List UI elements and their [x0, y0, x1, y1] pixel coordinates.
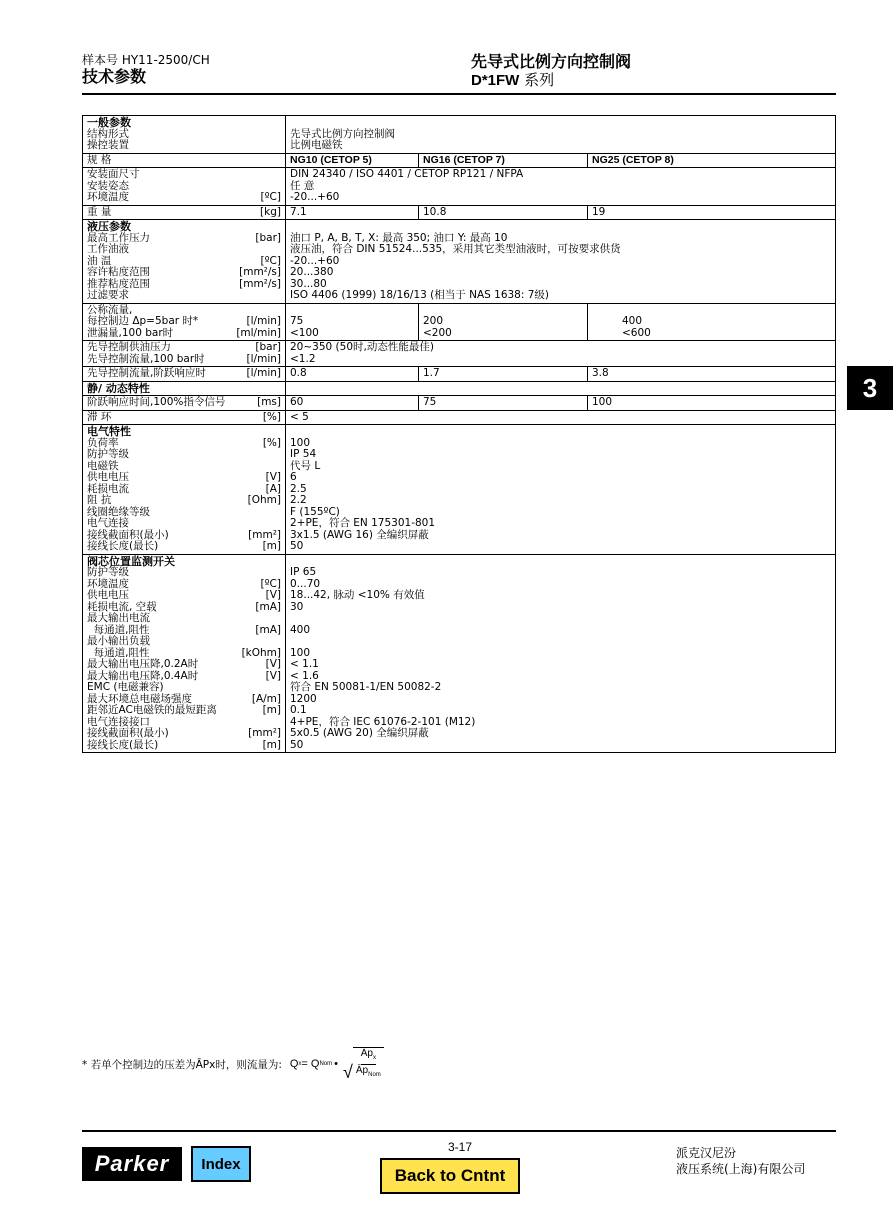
leakage-unit: [ml/min]: [236, 326, 281, 339]
leakage-label: 泄漏量,100 bar时: [87, 326, 174, 339]
nominal-flow-label-1: 公称流量,: [87, 303, 133, 316]
electrical-row-unit: [V]: [265, 471, 281, 483]
size-ng10: NG10 (CETOP 5): [286, 153, 419, 168]
header-divider: [82, 93, 836, 95]
size-label: 规 格: [83, 153, 286, 168]
general-heading: 一般参数: [87, 116, 131, 129]
ambient-unit: [ºC]: [260, 191, 281, 203]
electrical-row-label: 负荷率: [87, 436, 119, 449]
back-to-contents-button[interactable]: Back to Cntnt: [380, 1158, 520, 1194]
pressure-label: 最高工作压力: [87, 231, 150, 244]
actuation-value: 比例电磁铁: [290, 139, 343, 151]
monitoring-row-unit: [A/m]: [251, 692, 281, 705]
monitoring-row-value: 18...42, 脉动 <10% 有效值: [290, 589, 425, 601]
rec-visc-label: 推荐粘度范围: [87, 277, 150, 290]
step-ng10: 60: [286, 396, 419, 411]
pilot-pressure-value: 20~350 (50时,动态性能最佳): [290, 341, 434, 353]
monitoring-row-unit: [m]: [262, 704, 281, 716]
footnote-text: * 若单个控制边的压差为ĀPx时，则流量为:: [82, 1058, 282, 1071]
monitoring-heading: 阀芯位置监测开关: [87, 554, 175, 568]
monitoring-row-unit: [m]: [262, 738, 281, 751]
ambient-value: -20...+60: [290, 191, 340, 203]
actuation-label: 操控装置: [87, 139, 129, 151]
monitoring-row-label: 每通道,阻性: [87, 623, 150, 636]
electrical-row-unit: [Ohm]: [247, 494, 281, 506]
monitoring-row-label: 最大输出电压降,0.2A时: [87, 658, 199, 670]
size-row: [83, 153, 836, 168]
monitoring-row-label: 最大环境总电磁场强度: [87, 692, 192, 705]
hysteresis-label: 滞 环: [87, 410, 112, 423]
pilot-step-row: [83, 367, 836, 382]
monitoring-row-unit: [kOhm]: [241, 646, 281, 659]
electrical-row-unit: [277, 449, 281, 461]
weight-unit: [kg]: [260, 205, 281, 218]
monitoring-row-label: 每通道,阻性: [87, 646, 150, 659]
hydraulic-heading: 液压参数: [87, 220, 131, 233]
hysteresis-row: [83, 410, 836, 425]
monitoring-row-value: 30: [290, 600, 304, 613]
rec-visc-value: 30...80: [290, 277, 327, 290]
monitoring-row-value: < 1.1: [290, 658, 319, 670]
mounting-label: 安装面尺寸: [87, 168, 140, 180]
spec-table: [82, 115, 836, 753]
electrical-section: [83, 425, 836, 555]
monitoring-row-unit: [V]: [265, 658, 281, 670]
electrical-row-value: 50: [290, 540, 304, 552]
pilot-row: [83, 341, 836, 367]
monitoring-row-label: 接线长度(最长): [87, 738, 159, 751]
filter-value: ISO 4406 (1999) 18/16/13 (相当于 NAS 1638: 7级): [290, 289, 550, 301]
electrical-row-value: 2+PE，符合 EN 175301-801: [290, 517, 436, 529]
monitoring-row-value: < 1.6: [290, 669, 319, 682]
flow-formula: Q x = Q Nom • √ $Āp_x$ $Āp_{Nom}$: [290, 1047, 384, 1081]
visc-label: 容许粘度范围: [87, 266, 150, 278]
fluid-value: 液压油，符合 DIN 51524...535，采用其它类型油液时，可按要求供货: [290, 243, 621, 255]
pilot-pressure-label: 先导控制供油压力: [87, 341, 171, 353]
static-heading: 静/ 动态特性: [83, 381, 286, 396]
electrical-row-value: IP 54: [290, 448, 317, 460]
monitoring-row-unit: [mA]: [255, 600, 281, 613]
monitoring-row-label: 最大输出电压降,0.4A时: [87, 669, 199, 682]
step-ng25: 100: [588, 396, 836, 411]
general-values: [286, 116, 836, 154]
pilot-step-label: 先导控制流量,阶跃响应时: [87, 367, 206, 379]
mounting-row: [83, 168, 836, 206]
pilot-step-unit: [l/min]: [246, 367, 281, 379]
electrical-row-value: 代号 L: [290, 459, 321, 472]
page-number: 3-17: [447, 1140, 473, 1154]
pilot-step-ng10: 0.8: [286, 367, 419, 382]
visc-value: 20...380: [290, 266, 334, 278]
pilot-step-ng25: 3.8: [588, 367, 836, 382]
electrical-row-label: 线圈绝缘等级: [87, 505, 150, 518]
monitoring-row-value: 50: [290, 738, 304, 751]
static-heading-row: [83, 381, 836, 396]
monitoring-row-value: 4+PE，符合 IEC 61076-2-101 (M12): [290, 715, 476, 728]
electrical-row-value: F (155ºC): [290, 505, 340, 518]
nominal-flow-ng25: 400: [622, 315, 643, 327]
fluid-label: 工作油液: [87, 243, 129, 255]
monitoring-row-value: 1200: [290, 692, 317, 705]
weight-row: [83, 205, 836, 220]
electrical-row-label: 电气连接: [87, 517, 129, 529]
rec-visc-unit: [mm²/s]: [239, 277, 281, 290]
step-unit: [ms]: [257, 396, 281, 408]
section-title: 技术参数: [82, 67, 147, 86]
weight-ng16: 10.8: [419, 205, 588, 220]
monitoring-row-label: 耗损电流, 空载: [87, 600, 157, 613]
position-label: 安装姿态: [87, 179, 129, 192]
pilot-flow-unit: [l/min]: [246, 352, 281, 365]
size-ng16: NG16 (CETOP 7): [419, 153, 588, 168]
monitoring-row-value: 符合 EN 50081-1/EN 50082-2: [290, 681, 442, 693]
general-labels: [83, 116, 286, 154]
monitoring-row-label: 接线截面积(最小): [87, 727, 169, 739]
monitoring-row-label: 防护等级: [87, 566, 129, 578]
design-label: 结构形式: [87, 127, 129, 140]
leakage-ng25: <600: [622, 326, 651, 339]
monitoring-row-value: 0...70: [290, 577, 321, 590]
mounting-value: DIN 24340 / ISO 4401 / CETOP RP121 / NFPA: [290, 168, 524, 180]
monitoring-row-label: 供电电压: [87, 589, 129, 601]
monitoring-row-value: 400: [290, 623, 311, 636]
electrical-row-unit: [m]: [262, 540, 281, 552]
monitoring-row-unit: [ºC]: [260, 577, 281, 590]
filter-label: 过滤要求: [87, 289, 129, 301]
visc-unit: [mm²/s]: [239, 266, 281, 278]
electrical-row-label: 接线截面积(最小): [87, 528, 169, 541]
monitoring-row-value: 5x0.5 (AWG 20) 全编织屏蔽: [290, 727, 429, 739]
monitoring-row-label: 电气连接接口: [87, 715, 150, 728]
step-ng16: 75: [419, 396, 588, 411]
nominal-flow-ng16: 200: [423, 315, 444, 327]
leakage-ng16: <200: [423, 326, 452, 339]
monitoring-row-label: 最小输出负载: [87, 635, 150, 647]
monitoring-row-unit: [mm²]: [248, 727, 281, 739]
monitoring-row-unit: [277, 567, 281, 579]
monitoring-row-label: 环境温度: [87, 577, 129, 590]
pressure-unit: [bar]: [255, 231, 281, 244]
header-right: [471, 53, 631, 90]
nominal-flow-ng10: 75: [290, 315, 304, 327]
electrical-row-unit: [A]: [265, 482, 281, 495]
weight-ng10: 7.1: [286, 205, 419, 220]
header-left: [82, 53, 210, 86]
sqrt-symbol: √ $Āp_x$ $Āp_{Nom}$: [343, 1047, 384, 1081]
footer-divider: [82, 1130, 836, 1132]
monitoring-row-label: EMC (电磁兼容): [87, 681, 164, 693]
electrical-row-value: 2.5: [290, 482, 307, 495]
pilot-pressure-unit: [bar]: [255, 341, 281, 353]
monitoring-row-unit: [V]: [265, 669, 281, 682]
electrical-row-value: 100: [290, 436, 311, 449]
step-label: 阶跃响应时间,100%指令信号: [87, 396, 226, 408]
temp-unit: [ºC]: [260, 254, 281, 267]
temp-value: -20...+60: [290, 254, 340, 267]
design-value: 先导式比例方向控制阀: [290, 127, 395, 140]
catalog-number: 样本号 HY11-2500/CH: [82, 53, 210, 67]
electrical-row-value: 2.2: [290, 494, 307, 506]
series-bold: D*1FW: [471, 72, 520, 89]
step-row: [83, 396, 836, 411]
series-title: [471, 71, 631, 90]
parker-logo: Parker: [82, 1147, 182, 1181]
pilot-flow-label: 先导控制流量,100 bar时: [87, 352, 205, 365]
electrical-row-unit: [%]: [262, 436, 281, 449]
monitoring-section: [83, 554, 836, 753]
weight-ng25: 19: [588, 205, 836, 220]
footnote: [82, 1047, 384, 1081]
electrical-row-label: 耗损电流: [87, 482, 129, 495]
hysteresis-value: < 5: [286, 410, 836, 425]
series-suffix: 系列: [519, 71, 555, 89]
pilot-flow-value: <1.2: [290, 352, 316, 365]
nominal-flow-row: [83, 303, 836, 341]
pilot-step-ng16: 1.7: [419, 367, 588, 382]
electrical-heading: 电气特性: [87, 425, 131, 438]
electrical-row-label: 阻 抗: [87, 494, 112, 506]
temp-label: 油 温: [87, 254, 112, 267]
ambient-label: 环境温度: [87, 191, 129, 203]
monitoring-row-unit: [mA]: [255, 623, 281, 636]
size-ng25: NG25 (CETOP 8): [588, 153, 836, 168]
electrical-row-label: 供电电压: [87, 471, 129, 483]
monitoring-row-label: 距邻近AC电磁铁的最短距离: [87, 704, 217, 716]
monitoring-row-value: 0.1: [290, 704, 307, 716]
electrical-row-unit: [277, 518, 281, 530]
leakage-ng10: <100: [290, 326, 319, 339]
electrical-row-unit: [mm²]: [248, 528, 281, 541]
weight-label: 重 量: [87, 205, 112, 218]
monitoring-row-unit: [V]: [265, 589, 281, 601]
document-title: 先导式比例方向控制阀: [471, 52, 632, 71]
electrical-row-label: 电磁铁: [87, 459, 119, 472]
monitoring-row-value: IP 65: [290, 566, 317, 578]
company-name: 派克汉尼汾 液压系统(上海)有限公司: [676, 1146, 806, 1176]
position-value: 任 意: [290, 179, 315, 192]
electrical-row-value: 6: [290, 471, 297, 483]
pressure-value: 油口 P, A, B, T, X: 最高 350; 油口 Y: 最高 10: [290, 231, 508, 244]
nominal-flow-label-2: 每控制边 Δp=5bar 时*: [87, 315, 199, 327]
monitoring-row-unit: [277, 682, 281, 694]
index-button[interactable]: Index: [191, 1146, 251, 1182]
monitoring-row-label: 最大输出电流: [87, 612, 150, 624]
electrical-row-unit: [277, 507, 281, 519]
hydraulic-section: [83, 220, 836, 304]
monitoring-row-value: 100: [290, 646, 311, 659]
chapter-tab[interactable]: 3: [847, 366, 893, 410]
electrical-row-label: 防护等级: [87, 448, 129, 460]
electrical-row-value: 3x1.5 (AWG 16) 全编织屏蔽: [290, 528, 429, 541]
nominal-flow-unit: [l/min]: [246, 315, 281, 327]
electrical-row-label: 接线长度(最长): [87, 540, 159, 552]
general-section: [83, 116, 836, 154]
hysteresis-unit: [%]: [262, 410, 281, 423]
